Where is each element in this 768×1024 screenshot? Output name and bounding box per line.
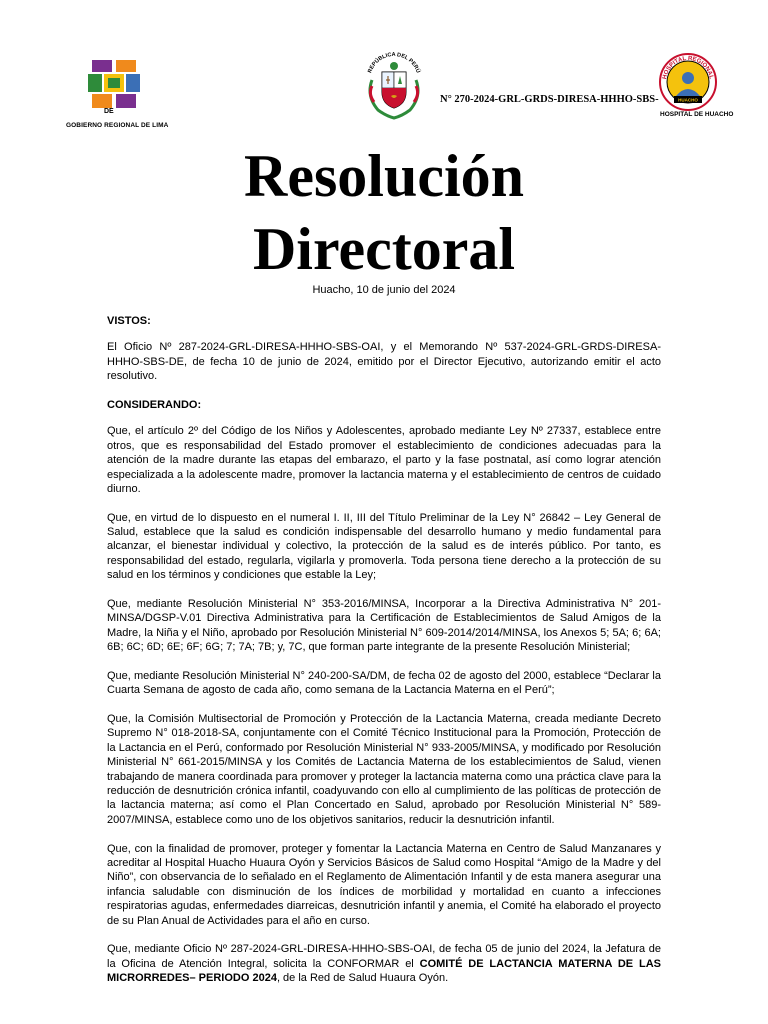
considerando-paragraph-6: Que, con la finalidad de promover, proteger y fomentar la Lactancia Materna en Centro de Salud Manzanares y acreditar al Hospital Huacho Huaura Oyón y Servicios Básicos de Salud como Hospital “Amigo de la Madre y del Niño”, con observancia de lo señalado en el Reglamento de Alimentación Infantil y de esta manera asegurar una infancia saludable con disminución de los índices de morbilidad y mortalidad en cuanto a infecciones respiratorias agudas, enfermedades diarreicas, desnutrición infantil y anemia, el Comité ha elaborado el proyecto de su Plan Anual de Actividades para el año en curso. [107, 842, 661, 927]
vistos-heading: VISTOS: [107, 315, 151, 327]
svg-text:REPÚBLICA DEL PERÚ: REPÚBLICA DEL PERÚ [367, 51, 421, 74]
document-header [0, 0, 768, 140]
gobierno-regional-label: GOBIERNO REGIONAL DE LIMA [66, 122, 169, 129]
gobierno-regional-logo-icon [86, 56, 142, 112]
peru-coat-of-arms-icon [358, 50, 430, 122]
considerando-paragraph-5: Que, la Comisión Multisectorial de Promoción y Protección de la Lactancia Materna, creada mediante Decreto Supremo N° 018-2018-SA, conjuntamente con el Comité Técnico Institucional para la Promoción, Protección de la Lactancia en el Perú, conformado por Resolución Ministerial N° 933-2005/MINSA, y modificado por Resolución Ministerial N° 661-2015/MINSA y los Comités de Lactancia Materna de los establecimientos de Salud, vienen trabajando de manera coordinada para promover y proteger la lactancia materna como una práctica clave para la reducción de desnutrición crónica infantil, coadyuvando con ello al cumplimiento de las políticas de protección de la lactancia materna; así como el Plan Concertado en Salud, aprobado por Resolución Ministerial N° 589-2007/MINSA, establece como uno de los objetivos sanitarios, reducir la desnutrición infantil. [107, 713, 661, 826]
document-date: Huacho, 10 de junio del 2024 [312, 284, 456, 296]
considerando-paragraph-1: Que, el artículo 2º del Código de los Niños y Adolescentes, aprobado mediante Ley Nº 27337, establece entre otros, que es responsabilidad del Estado promover el establecimiento de condiciones adecuadas para la atención de la madre durante las etapas del embarazo, el parto y la fase postnatal, así como lograr atención especializada a la adolescente madre, promover la lactancia materna y el establecimiento de centros de cuidado diurno. [107, 425, 661, 495]
considerando-paragraph-4: Que, mediante Resolución Ministerial N° 240-200-SA/DM, de fecha 02 de agosto del 2000, establece “Declarar la Cuarta Semana de agosto de cada año, como semana de la Lactancia Materna en el Perú”; [107, 669, 661, 697]
title-line-1: Resolución [243, 143, 525, 209]
considerando-paragraph-2: Que, en virtud de lo dispuesto en el numeral I. II, III del Título Preliminar de la Ley N° 26842 – Ley General de Salud, establece que la salud es condición indispensable del desarrollo humano y medio fundamental para alcanzar, el bienestar individual y colectivo, la protección de la salud es de interés público. Por tanto, es responsabilidad del estado, regularla, vigilarla y promoverla. Toda persona tiene derecho a la protección de su salud en los términos y condiciones que estable la Ley; [107, 511, 661, 582]
svg-text:HUACHO: HUACHO [678, 97, 698, 103]
paragraph-7-end: , de la Red de Salud Huaura Oyón. [276, 972, 449, 985]
header-cut-text: DE [104, 108, 114, 115]
hospital-label: HOSPITAL DE HUACHO [660, 111, 734, 118]
title-line-2: Directoral [252, 216, 516, 282]
resolution-number: N° 270-2024-GRL-GRDS-DIRESA-HHHO-SBS- [440, 94, 659, 105]
comite-name: COMITÉ DE LACTANCIA MATERNA DE LAS MICRORREDES– PERIODO 2024 [107, 957, 661, 985]
svg-text:HOSPITAL REGIONAL: HOSPITAL REGIONAL [662, 55, 714, 80]
hospital-huacho-logo-icon [658, 52, 718, 112]
considerando-heading: CONSIDERANDO: [107, 398, 202, 411]
document-body [107, 314, 661, 1000]
considerando-paragraph-3: Que, mediante Resolución Ministerial N° 353-2016/MINSA, Incorporar a la Directiva Administrativa N° 201-MINSA/DGSP-V.01 Directiva Administrativa para la Certificación de Establecimientos de Salud Amigos de la Madre, la Niña y el Niño, aprobado por Resolución Ministerial N° 609-2014/2014/MINSA, los Anexos 5; 5A; 6; 6A; 6B; 6C; 6D; 6E; 6F; 6G; 7; 7A; 7B; y, 7C, que forman parte integrante de la presente Resolución Ministerial; [107, 597, 661, 654]
considerando-paragraph-7 [107, 942, 661, 985]
paragraph-7-text: Que, mediante Oficio Nº 287-2024-GRL-DIRESA-HHHO-SBS-OAI, de fecha 05 de junio del 2024, la Jefatura de la Oficina de Atención Integral, solicita la CONFORMAR el [107, 943, 661, 970]
document-title [0, 140, 768, 286]
vistos-paragraph: El Oficio Nº 287-2024-GRL-DIRESA-HHHO-SBS-OAI, y el Memorando Nº 537-2024-GRL-GRDS-DIRESA-HHHO-SBS-DE, de fecha 10 de junio de 2024, emitido por el Director Ejecutivo, autorizando emitir el acto resolutivo. [107, 341, 661, 383]
